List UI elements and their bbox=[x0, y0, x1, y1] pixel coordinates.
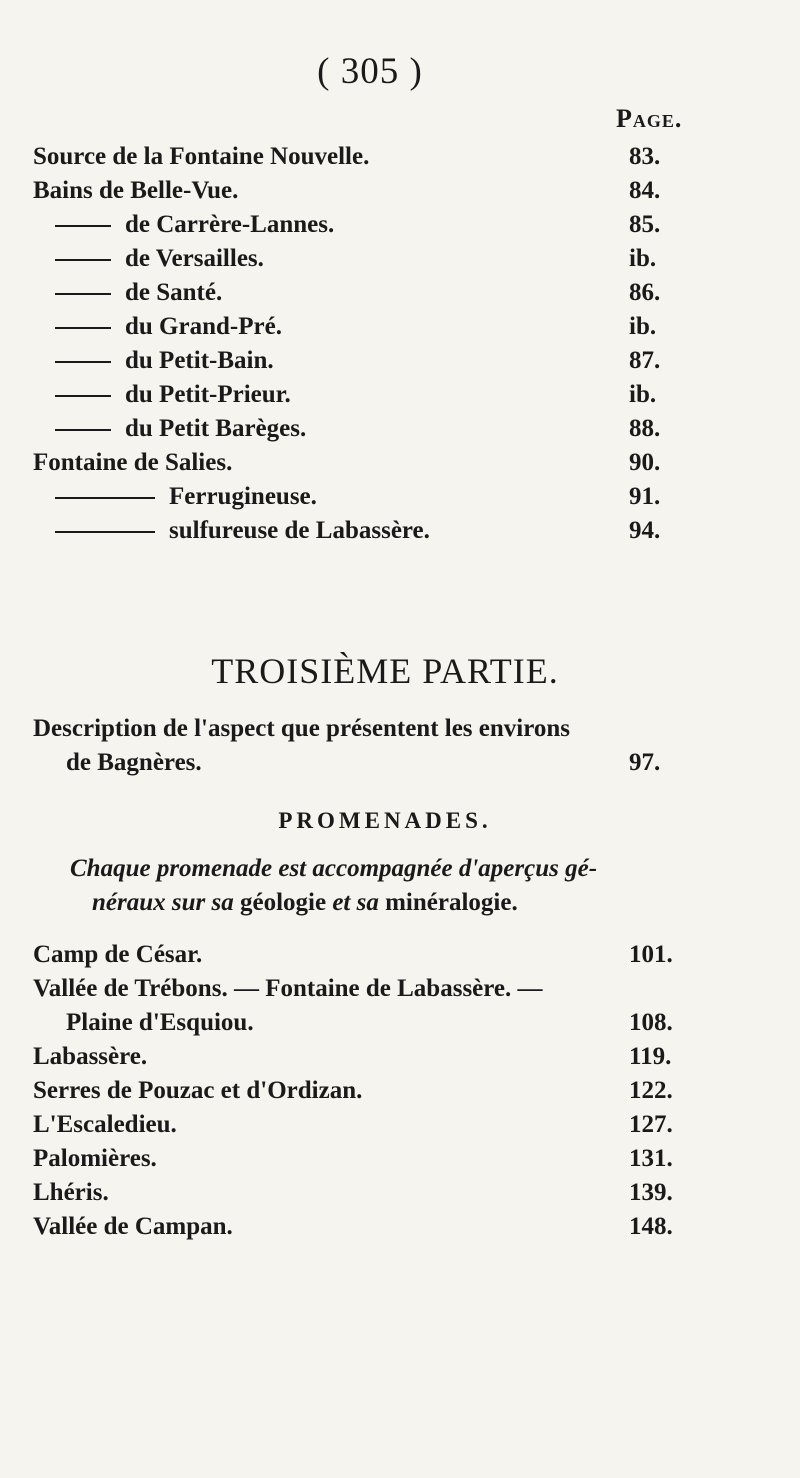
toc-entry bbox=[33, 446, 689, 480]
toc-entry bbox=[33, 140, 689, 174]
toc-entry-page: 85. bbox=[629, 211, 661, 238]
toc-entry-text: Bains de Belle-Vue. bbox=[33, 177, 239, 204]
toc-entry-page: 139. bbox=[629, 1179, 673, 1206]
toc-entry-page: 131. bbox=[629, 1145, 673, 1172]
toc-entry-text: de Versailles. bbox=[125, 245, 264, 272]
toc-entry bbox=[33, 938, 689, 972]
ditto-dash bbox=[55, 429, 111, 431]
page-number: ( 305 ) bbox=[317, 51, 423, 92]
ditto-dash bbox=[55, 497, 155, 499]
toc-entry-page: 87. bbox=[629, 347, 661, 374]
toc-entry bbox=[33, 1142, 689, 1176]
toc-entry-page: ib. bbox=[629, 381, 657, 408]
page-column-heading: Page. bbox=[616, 104, 683, 133]
toc-entry-text: Camp de César. bbox=[33, 941, 203, 968]
toc-entry-label bbox=[33, 140, 369, 174]
toc-entry-label bbox=[33, 480, 317, 514]
toc-entry-label bbox=[33, 412, 306, 446]
toc-entry-page: 88. bbox=[629, 415, 661, 442]
toc-entry bbox=[33, 1074, 689, 1108]
toc-entry-text: Ferrugineuse. bbox=[169, 483, 317, 510]
toc-entry-text: Source de la Fontaine Nouvelle. bbox=[33, 143, 370, 170]
toc-entry-label bbox=[33, 938, 202, 972]
toc-entry-label bbox=[33, 1074, 362, 1108]
toc-entry-page: ib. bbox=[629, 313, 657, 340]
toc-entry-label bbox=[33, 1040, 147, 1074]
toc-entry-page: 94. bbox=[629, 517, 661, 544]
toc-entry-text: Vallée de Trébons. — Fontaine de Labassère. — bbox=[33, 975, 543, 1002]
toc-entry-page: 91. bbox=[629, 483, 661, 510]
toc-entry-label bbox=[66, 1006, 254, 1040]
description-line-2: de Bagnères. bbox=[66, 749, 202, 776]
toc-entry-page: 90. bbox=[629, 449, 661, 476]
toc-entry-text: du Petit Barèges. bbox=[125, 415, 307, 442]
toc-entry-page: 86. bbox=[629, 279, 661, 306]
toc-entry-text: Palomières. bbox=[33, 1145, 157, 1172]
toc-entry bbox=[33, 242, 689, 276]
toc-entry-text: Labassère. bbox=[33, 1043, 148, 1070]
toc-entry-label bbox=[33, 378, 291, 412]
toc-entry bbox=[33, 378, 689, 412]
note-line-2: néraux sur sa géologie et sa minéralogie. bbox=[92, 889, 518, 916]
toc-entry-label bbox=[33, 174, 238, 208]
toc-entry-text: de Carrère-Lannes. bbox=[125, 211, 335, 238]
toc-entry-text: de Santé. bbox=[125, 279, 223, 306]
toc-entry-label bbox=[33, 310, 282, 344]
toc-entry-page: 84. bbox=[629, 177, 661, 204]
toc-entry-text: sulfureuse de Labassère. bbox=[169, 517, 430, 544]
toc-entry-label bbox=[33, 972, 543, 1006]
toc-entry-text: Serres de Pouzac et d'Ordizan. bbox=[33, 1077, 363, 1104]
toc-entry bbox=[33, 480, 689, 514]
ditto-dash bbox=[55, 225, 111, 227]
toc-entry-page: 122. bbox=[629, 1077, 673, 1104]
toc-entry-text: L'Escaledieu. bbox=[33, 1111, 177, 1138]
toc-entry-label bbox=[33, 208, 334, 242]
ditto-dash bbox=[55, 531, 155, 533]
toc-entry-label bbox=[33, 1176, 109, 1210]
toc-entry-label bbox=[33, 242, 264, 276]
toc-section-baths bbox=[33, 140, 689, 548]
ditto-dash bbox=[55, 327, 111, 329]
description-entry bbox=[33, 712, 689, 780]
toc-entry-page: 119. bbox=[629, 1043, 672, 1070]
toc-entry-page: 101. bbox=[629, 941, 673, 968]
toc-entry-label bbox=[33, 1210, 233, 1244]
toc-entry bbox=[33, 1108, 689, 1142]
ditto-dash bbox=[55, 259, 111, 261]
toc-entry bbox=[33, 1006, 689, 1040]
toc-entry-label bbox=[33, 276, 222, 310]
toc-entry-page: 148. bbox=[629, 1213, 673, 1240]
toc-entry bbox=[33, 344, 689, 378]
toc-entry bbox=[33, 310, 689, 344]
toc-entry bbox=[33, 174, 689, 208]
toc-entry-label bbox=[33, 1108, 177, 1142]
toc-entry bbox=[33, 1176, 689, 1210]
toc-entry-label bbox=[33, 514, 430, 548]
toc-entry-page: 127. bbox=[629, 1111, 673, 1138]
toc-entry-text: Vallée de Campan. bbox=[33, 1213, 233, 1240]
promenades-note bbox=[70, 852, 710, 920]
section-heading: TROISIÈME PARTIE. bbox=[211, 651, 559, 691]
toc-entry-text: du Petit-Bain. bbox=[125, 347, 274, 374]
ditto-dash bbox=[55, 361, 111, 363]
toc-entry-label bbox=[33, 344, 274, 378]
toc-entry bbox=[33, 276, 689, 310]
toc-entry bbox=[33, 1210, 689, 1244]
ditto-dash bbox=[55, 395, 111, 397]
toc-entry-page: 83. bbox=[629, 143, 661, 170]
toc-entry-text: Lhéris. bbox=[33, 1179, 109, 1206]
toc-entry-text: du Grand-Pré. bbox=[125, 313, 282, 340]
description-line-1: Description de l'aspect que présentent les environs bbox=[33, 715, 571, 742]
toc-section-promenades bbox=[33, 938, 689, 1244]
promenades-heading: PROMENADES. bbox=[278, 808, 492, 833]
toc-entry-page: ib. bbox=[629, 245, 657, 272]
toc-entry bbox=[33, 208, 689, 242]
toc-entry-label bbox=[33, 1142, 157, 1176]
toc-entry-text: Plaine d'Esquiou. bbox=[66, 1009, 254, 1036]
toc-entry bbox=[33, 1040, 689, 1074]
toc-entry-text: Fontaine de Salies. bbox=[33, 449, 233, 476]
toc-entry bbox=[33, 972, 689, 1006]
description-page: 97. bbox=[629, 749, 661, 776]
toc-entry-label bbox=[33, 446, 232, 480]
note-line-1: Chaque promenade est accompagnée d'aperçus gé- bbox=[70, 855, 598, 882]
toc-entry-page: 108. bbox=[629, 1009, 673, 1036]
toc-entry-text: du Petit-Prieur. bbox=[125, 381, 291, 408]
toc-entry bbox=[33, 514, 689, 548]
ditto-dash bbox=[55, 293, 111, 295]
toc-entry bbox=[33, 412, 689, 446]
